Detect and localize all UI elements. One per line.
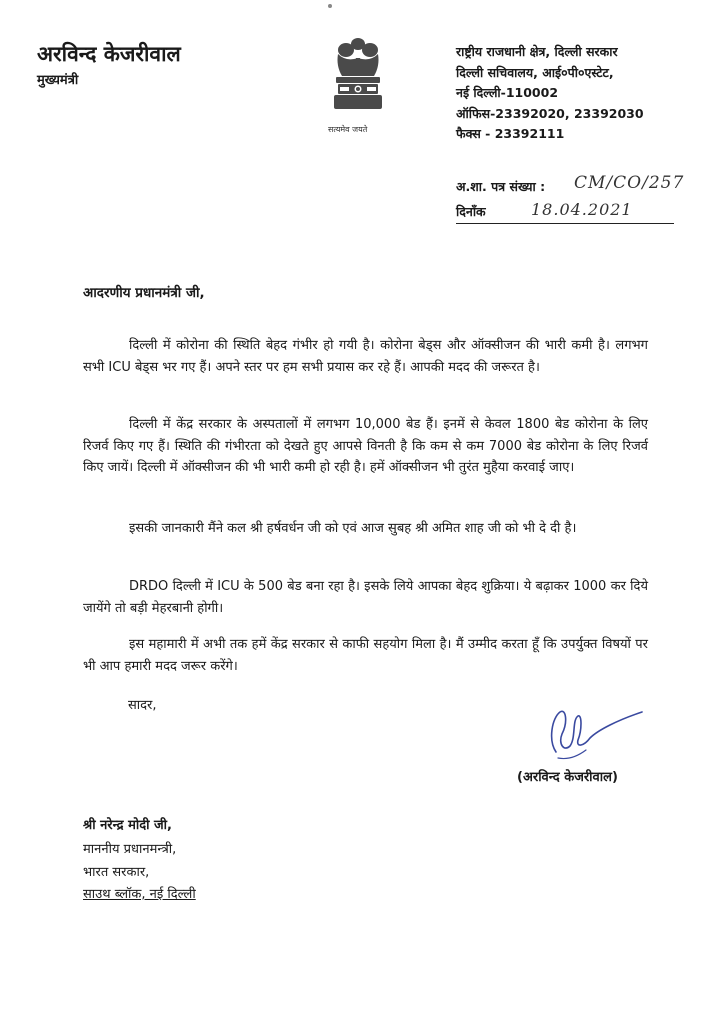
letter-date xyxy=(456,200,633,220)
body-paragraph: दिल्ली में कोरोना की स्थिति बेहद गंभीर हो गयी है। कोरोना बेड्स और ऑक्सीजन की भारी कमी है। लगभग सभी ICU बेड्स भर गए हैं। अपने स्तर पर हम सभी प्रयास कर रहे हैं। आपकी मदद की जरूरत है। xyxy=(83,338,648,375)
handwritten-signature xyxy=(538,700,648,770)
office-address xyxy=(456,42,644,145)
signatory-name: (अरविन्द केजरीवाल) xyxy=(517,770,618,785)
reference-label: अ.शा. पत्र संख्या : xyxy=(456,179,546,194)
reference-number xyxy=(456,173,685,195)
recipient-name: श्री नरेन्द्र मोदी जी, xyxy=(83,818,172,833)
sender-name: अरविन्द केजरीवाल xyxy=(37,42,181,66)
body-paragraph: दिल्ली में केंद्र सरकार के अस्पतालों में लगभग 10,000 बेड हैं। इनमें से केवल 1800 बेड कोरोना के लिए रिजर्व किए गए हैं। स्थिति की गंभीरता को देखते हुए आपसे विनती है कि कम से कम 7000 बेड कोरोना के लिए रिजर्व किए जायें। दिल्ली में ऑक्सीजन की भी भारी कमी हो रही है। हमें ऑक्सीजन भी तुरंत मुहैया करवाई जाए। xyxy=(83,417,648,475)
address-line: नई दिल्ली-110002 xyxy=(456,85,559,100)
address-line: ऑफिस-23392020, 23392030 xyxy=(456,105,644,121)
recipient-government: भारत सरकार, xyxy=(83,865,150,880)
state-emblem xyxy=(326,36,390,140)
closing: सादर, xyxy=(128,698,157,713)
body-paragraph: इस महामारी में अभी तक हमें केंद्र सरकार से काफी सहयोग मिला है। मैं उम्मीद करता हूँ कि उपर्युक्त विषयों पर भी आप हमारी मदद जरूर करेंगे। xyxy=(83,637,648,674)
date-underline xyxy=(456,223,674,224)
address-line: दिल्ली सचिवालय, आई०पी०एस्टेट, xyxy=(456,64,614,80)
body-paragraph: इसकी जानकारी मैंने कल श्री हर्षवर्धन जी को एवं आज सुबह श्री अमित शाह जी को भी दे दी है। xyxy=(129,521,577,536)
address-line: फैक्स - 23392111 xyxy=(456,126,565,141)
recipient-address: साउथ ब्लॉक, नई दिल्ली xyxy=(83,887,196,902)
date-label: दिनाँक xyxy=(456,204,486,219)
date-value: 18.04.2021 xyxy=(531,200,633,219)
emblem-motto: सत्यमेव जयते xyxy=(328,125,368,134)
body-paragraph: DRDO दिल्ली में ICU के 500 बेड बना रहा है। इसके लिये आपका बेहद शुक्रिया। ये बढ़ाकर 1000 कर दिये जायेंगे तो बड़ी मेहरबानी होगी। xyxy=(83,579,648,616)
salutation: आदरणीय प्रधानमंत्री जी, xyxy=(83,285,205,301)
lion-capital-icon xyxy=(326,36,390,126)
reference-value: CM/CO/257 xyxy=(574,173,685,193)
sender-role: मुख्यमंत्री xyxy=(37,73,79,88)
recipient-title: माननीय प्रधानमन्त्री, xyxy=(83,842,177,857)
scan-mark xyxy=(328,4,332,8)
address-line: राष्ट्रीय राजधानी क्षेत्र, दिल्ली सरकार xyxy=(456,44,618,59)
